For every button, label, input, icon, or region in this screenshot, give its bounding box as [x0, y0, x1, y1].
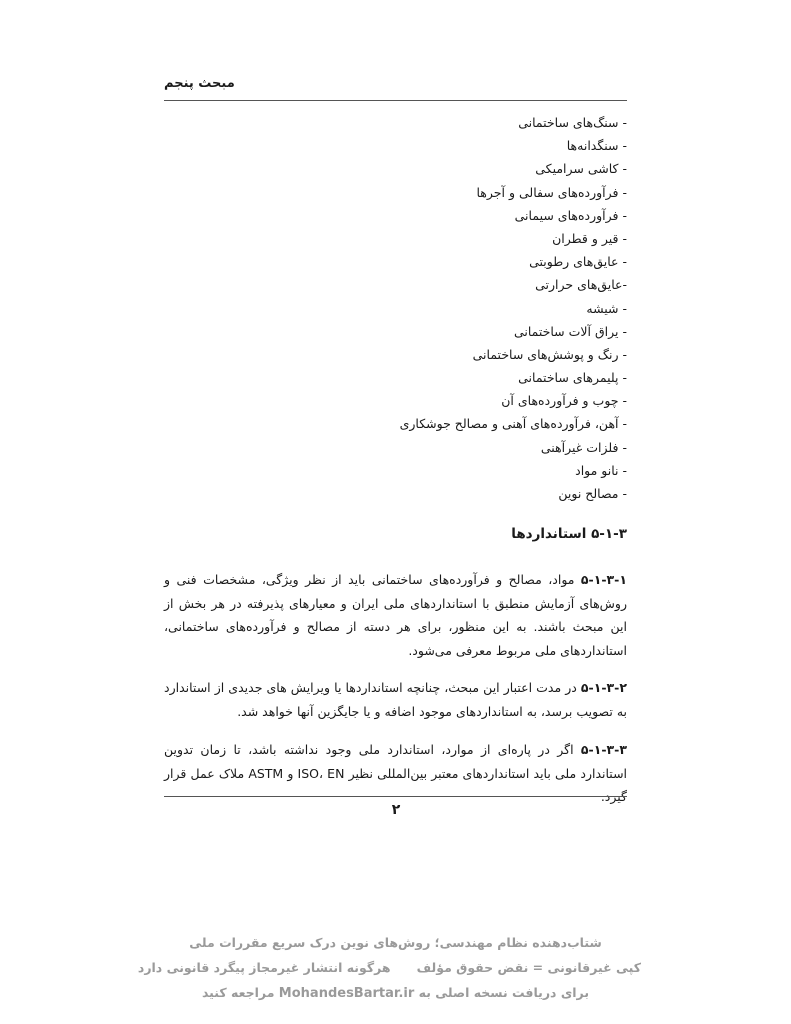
list-item: - پلیمرهای ساختمانی — [518, 370, 627, 386]
paragraph-text: اگر در پاره‌ای از موارد، استاندارد ملی وجود نداشته باشد، تا زمان تدوین استاندارد ملی باید استانداردهای معتبر بین‌المللی نظیر ISO، EN و ASTM ملاک عمل قرار گیرد. — [164, 742, 628, 804]
watermark-line-3 — [150, 980, 641, 1005]
paragraph-number: ۵-۱-۳-۳ — [580, 742, 627, 757]
page-number: ۲ — [391, 802, 401, 818]
list-item: - شیشه — [586, 300, 627, 316]
paragraph-5-1-3-2 — [164, 676, 627, 723]
paragraph-number: ۵-۱-۳-۱ — [580, 572, 627, 587]
paragraph-text: در مدت اعتبار این مبحث، چنانچه استانداردها یا ویرایش های جدیدی از استاندارد به تصویب برسد، به استانداردهای موجود اضافه و یا جایگزین آنها خواهد شد. — [164, 680, 627, 719]
paragraph-5-1-3-1 — [164, 568, 627, 662]
paragraph-5-1-3-3 — [164, 738, 627, 809]
watermark-line-2: کپی غیرقانونی = نقض حقوق مؤلف هرگونه انتشار غیرمجاز پیگرد قانونی دارد — [137, 960, 641, 975]
list-item: - فلزات غیرآهنی — [540, 439, 627, 455]
watermark-prefix: برای دریافت نسخه اصلی به — [418, 985, 590, 1000]
paragraph-text: مواد، مصالح و فرآورده‌های ساختمانی باید از نظر ویژگی، مشخصات فنی و روش‌های آزمایش منطبق با استانداردهای ملی ایران و معیارهای پذیرفته در هر بخش از این مبحث باشند. به این منظور، برای هر دسته از مصالح و فرآورده‌های ساختمانی، استانداردهای ملی مربوط معرفی می‌شود. — [164, 572, 627, 658]
list-item: - عایق‌های رطوبتی — [529, 254, 627, 270]
list-item: - فرآورده‌های سیمانی — [514, 207, 627, 223]
section-heading: ۵-۱-۳ استانداردها — [511, 526, 627, 542]
footer-divider — [164, 796, 627, 797]
list-item: - نانو مواد — [575, 462, 627, 478]
paragraph-number: ۵-۱-۳-۲ — [580, 680, 627, 695]
list-item: - سنگ‌های ساختمانی — [518, 115, 627, 130]
website-link[interactable]: MohandesBartar.ir — [278, 986, 415, 1001]
list-item: - کاشی سرامیکی — [535, 161, 627, 177]
watermark-suffix: مراجعه کنید — [201, 985, 275, 1000]
list-item: - قیر و قطران — [552, 230, 627, 246]
list-item: - سنگدانه‌ها — [566, 138, 627, 154]
header-divider — [164, 100, 627, 101]
list-item: - فرآورده‌های سفالی و آجرها — [476, 184, 627, 200]
watermark — [137, 930, 641, 1005]
watermark-line-1: شتاب‌دهنده نظام مهندسی؛ روش‌های نوین درک سریع مقررات ملی — [189, 935, 602, 950]
list-item: -عایق‌های حرارتی — [535, 277, 627, 293]
list-item: - رنگ و پوشش‌های ساختمانی — [472, 346, 627, 362]
page-header-title: مبحث پنجم — [164, 76, 235, 91]
list-item: - مصالح نوین — [558, 486, 627, 501]
list-item: - آهن، فرآورده‌های آهنی و مصالح جوشکاری — [399, 416, 627, 432]
list-item: - یراق آلات ساختمانی — [513, 323, 627, 339]
list-item: - چوب و فرآورده‌های آن — [501, 393, 627, 409]
materials-list — [164, 111, 627, 505]
